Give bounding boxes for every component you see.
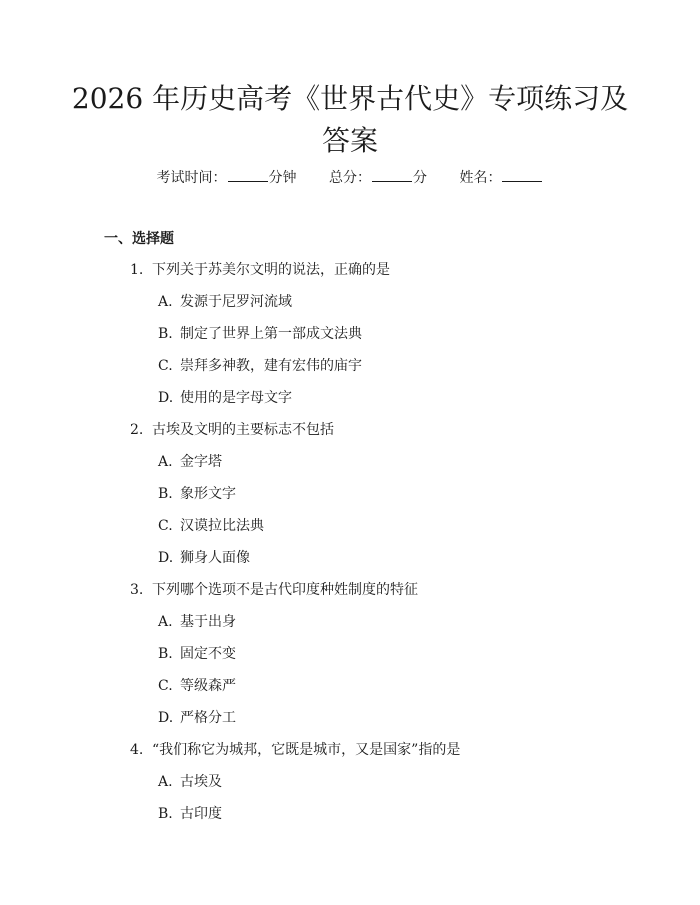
question-3 <box>130 580 418 600</box>
option-letter: B. <box>158 326 173 342</box>
question-1 <box>130 260 390 280</box>
option-text: 狮身人面像 <box>180 550 250 566</box>
question-2 <box>130 420 334 440</box>
question-1-option-c <box>158 356 362 376</box>
name-field <box>459 167 543 188</box>
question-3-option-a <box>158 612 236 632</box>
question-number: 3. <box>130 582 144 598</box>
exam-time-unit: 分钟 <box>268 170 297 186</box>
option-letter: D. <box>158 390 174 406</box>
question-2-option-b <box>158 484 236 504</box>
option-text: 汉谟拉比法典 <box>180 518 264 534</box>
name-label: 姓名： <box>459 170 502 186</box>
total-score-blank <box>372 167 412 182</box>
option-text: 发源于尼罗河流域 <box>180 294 292 310</box>
question-2-option-d <box>158 548 250 568</box>
option-letter: D. <box>158 550 174 566</box>
option-letter: B. <box>158 646 173 662</box>
question-2-option-c <box>158 516 264 536</box>
option-letter: A. <box>158 774 173 790</box>
option-letter: C. <box>158 358 173 374</box>
total-score-field <box>329 167 427 188</box>
question-4 <box>130 740 460 760</box>
question-3-option-b <box>158 644 236 664</box>
option-text: 崇拜多神教，建有宏伟的庙宇 <box>180 358 362 374</box>
option-text: 古印度 <box>180 806 222 822</box>
question-text: 下列哪个选项不是古代印度种姓制度的特征 <box>152 582 418 598</box>
option-text: 严格分工 <box>180 710 236 726</box>
question-text: “我们称它为城邦，它既是城市，又是国家”指的是 <box>152 742 461 758</box>
total-score-label: 总分： <box>329 170 371 186</box>
option-text: 古埃及 <box>180 774 222 790</box>
question-number: 4. <box>130 742 144 758</box>
option-letter: A. <box>158 294 173 310</box>
exam-time-label: 考试时间： <box>156 170 227 186</box>
exam-time-blank <box>228 167 268 182</box>
option-text: 使用的是字母文字 <box>180 390 292 406</box>
question-2-option-a <box>158 452 222 472</box>
section-title: 一、选择题 <box>104 231 174 247</box>
option-text: 金字塔 <box>180 454 222 470</box>
exam-meta <box>0 167 700 188</box>
option-letter: B. <box>158 486 173 502</box>
question-4-option-a <box>158 772 222 792</box>
option-letter: C. <box>158 678 173 694</box>
question-1-option-a <box>158 292 292 312</box>
option-letter: D. <box>158 710 174 726</box>
option-text: 象形文字 <box>180 486 236 502</box>
document-title: 2026 年历史高考《世界古代史》专项练习及答案 <box>71 82 629 157</box>
option-text: 固定不变 <box>180 646 236 662</box>
question-3-option-d <box>158 708 236 728</box>
question-text: 下列关于苏美尔文明的说法，正确的是 <box>152 262 390 278</box>
question-number: 1. <box>130 262 144 278</box>
exam-time-field <box>157 167 297 188</box>
option-letter: A. <box>158 454 173 470</box>
option-text: 等级森严 <box>180 678 236 694</box>
option-letter: B. <box>158 806 173 822</box>
question-3-option-c <box>158 676 236 696</box>
total-score-unit: 分 <box>413 170 427 186</box>
question-text: 古埃及文明的主要标志不包括 <box>152 422 334 438</box>
name-blank <box>502 167 542 182</box>
question-4-option-b <box>158 804 222 824</box>
question-1-option-d <box>158 388 292 408</box>
question-1-option-b <box>158 324 362 344</box>
option-letter: A. <box>158 614 173 630</box>
option-text: 基于出身 <box>180 614 236 630</box>
question-number: 2. <box>130 422 144 438</box>
option-letter: C. <box>158 518 173 534</box>
option-text: 制定了世界上第一部成文法典 <box>180 326 362 342</box>
